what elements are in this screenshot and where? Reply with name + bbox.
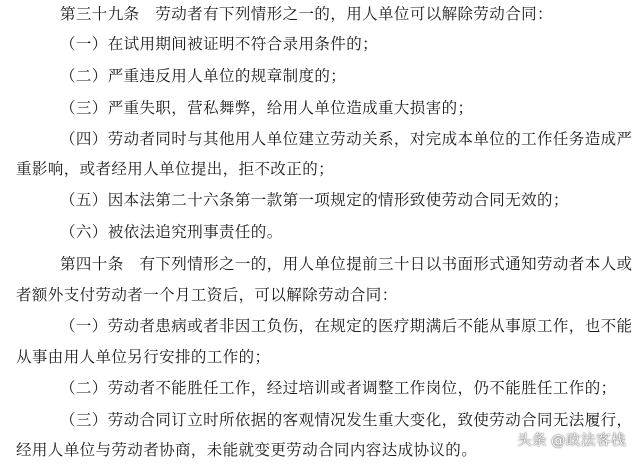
article-40-item-1: （一）劳动者患病或者非因工负伤，在规定的医疗期满后不能从事原工作，也不能 [60,317,633,335]
article-40-heading: 第四十条 有下列情形之一的，用人单位提前三十日以书面形式通知劳动者本人或 [60,255,633,273]
article-40-item-1-continued: 从事由用人单位另行安排的工作的； [16,348,271,366]
article-39-item-3: （三）严重失职，营私舞弊，给用人单位造成重大损害的； [60,99,474,117]
article-39-heading: 第三十九条 劳动者有下列情形之一的，用人单位可以解除劳动合同： [60,5,553,23]
article-39-item-6: （六）被依法追究刑事责任的。 [60,223,283,241]
watermark-handle: @政法客栈 [551,433,626,449]
source-watermark [517,429,626,450]
article-40-heading-continued: 者额外支付劳动者一个月工资后，可以解除劳动合同： [16,286,398,304]
article-40-item-2: （二）劳动者不能胜任工作，经过培训或者调整工作岗位，仍不能胜任工作的； [60,379,617,397]
article-39-item-5: （五）因本法第二十六条第一款第一项规定的情形致使劳动合同无效的； [60,191,569,209]
article-40-item-3: （三）劳动合同订立时所依据的客观情况发生重大变化，致使劳动合同无法履行， [60,411,633,429]
article-39-item-4: （四）劳动者同时与其他用人单位建立劳动关系，对完成本单位的工作任务造成严 [60,130,633,148]
article-40-item-3-continued: 经用人单位与劳动者协商，未能就变更劳动合同内容达成协议的。 [16,441,478,459]
watermark-source: 头条 [517,433,547,449]
article-39-item-2: （二）严重违反用人单位的规章制度的； [60,67,347,85]
article-39-item-4-continued: 重影响，或者经用人单位提出，拒不改正的； [16,160,335,178]
article-39-item-1: （一）在试用期间被证明不符合录用条件的； [60,35,379,53]
